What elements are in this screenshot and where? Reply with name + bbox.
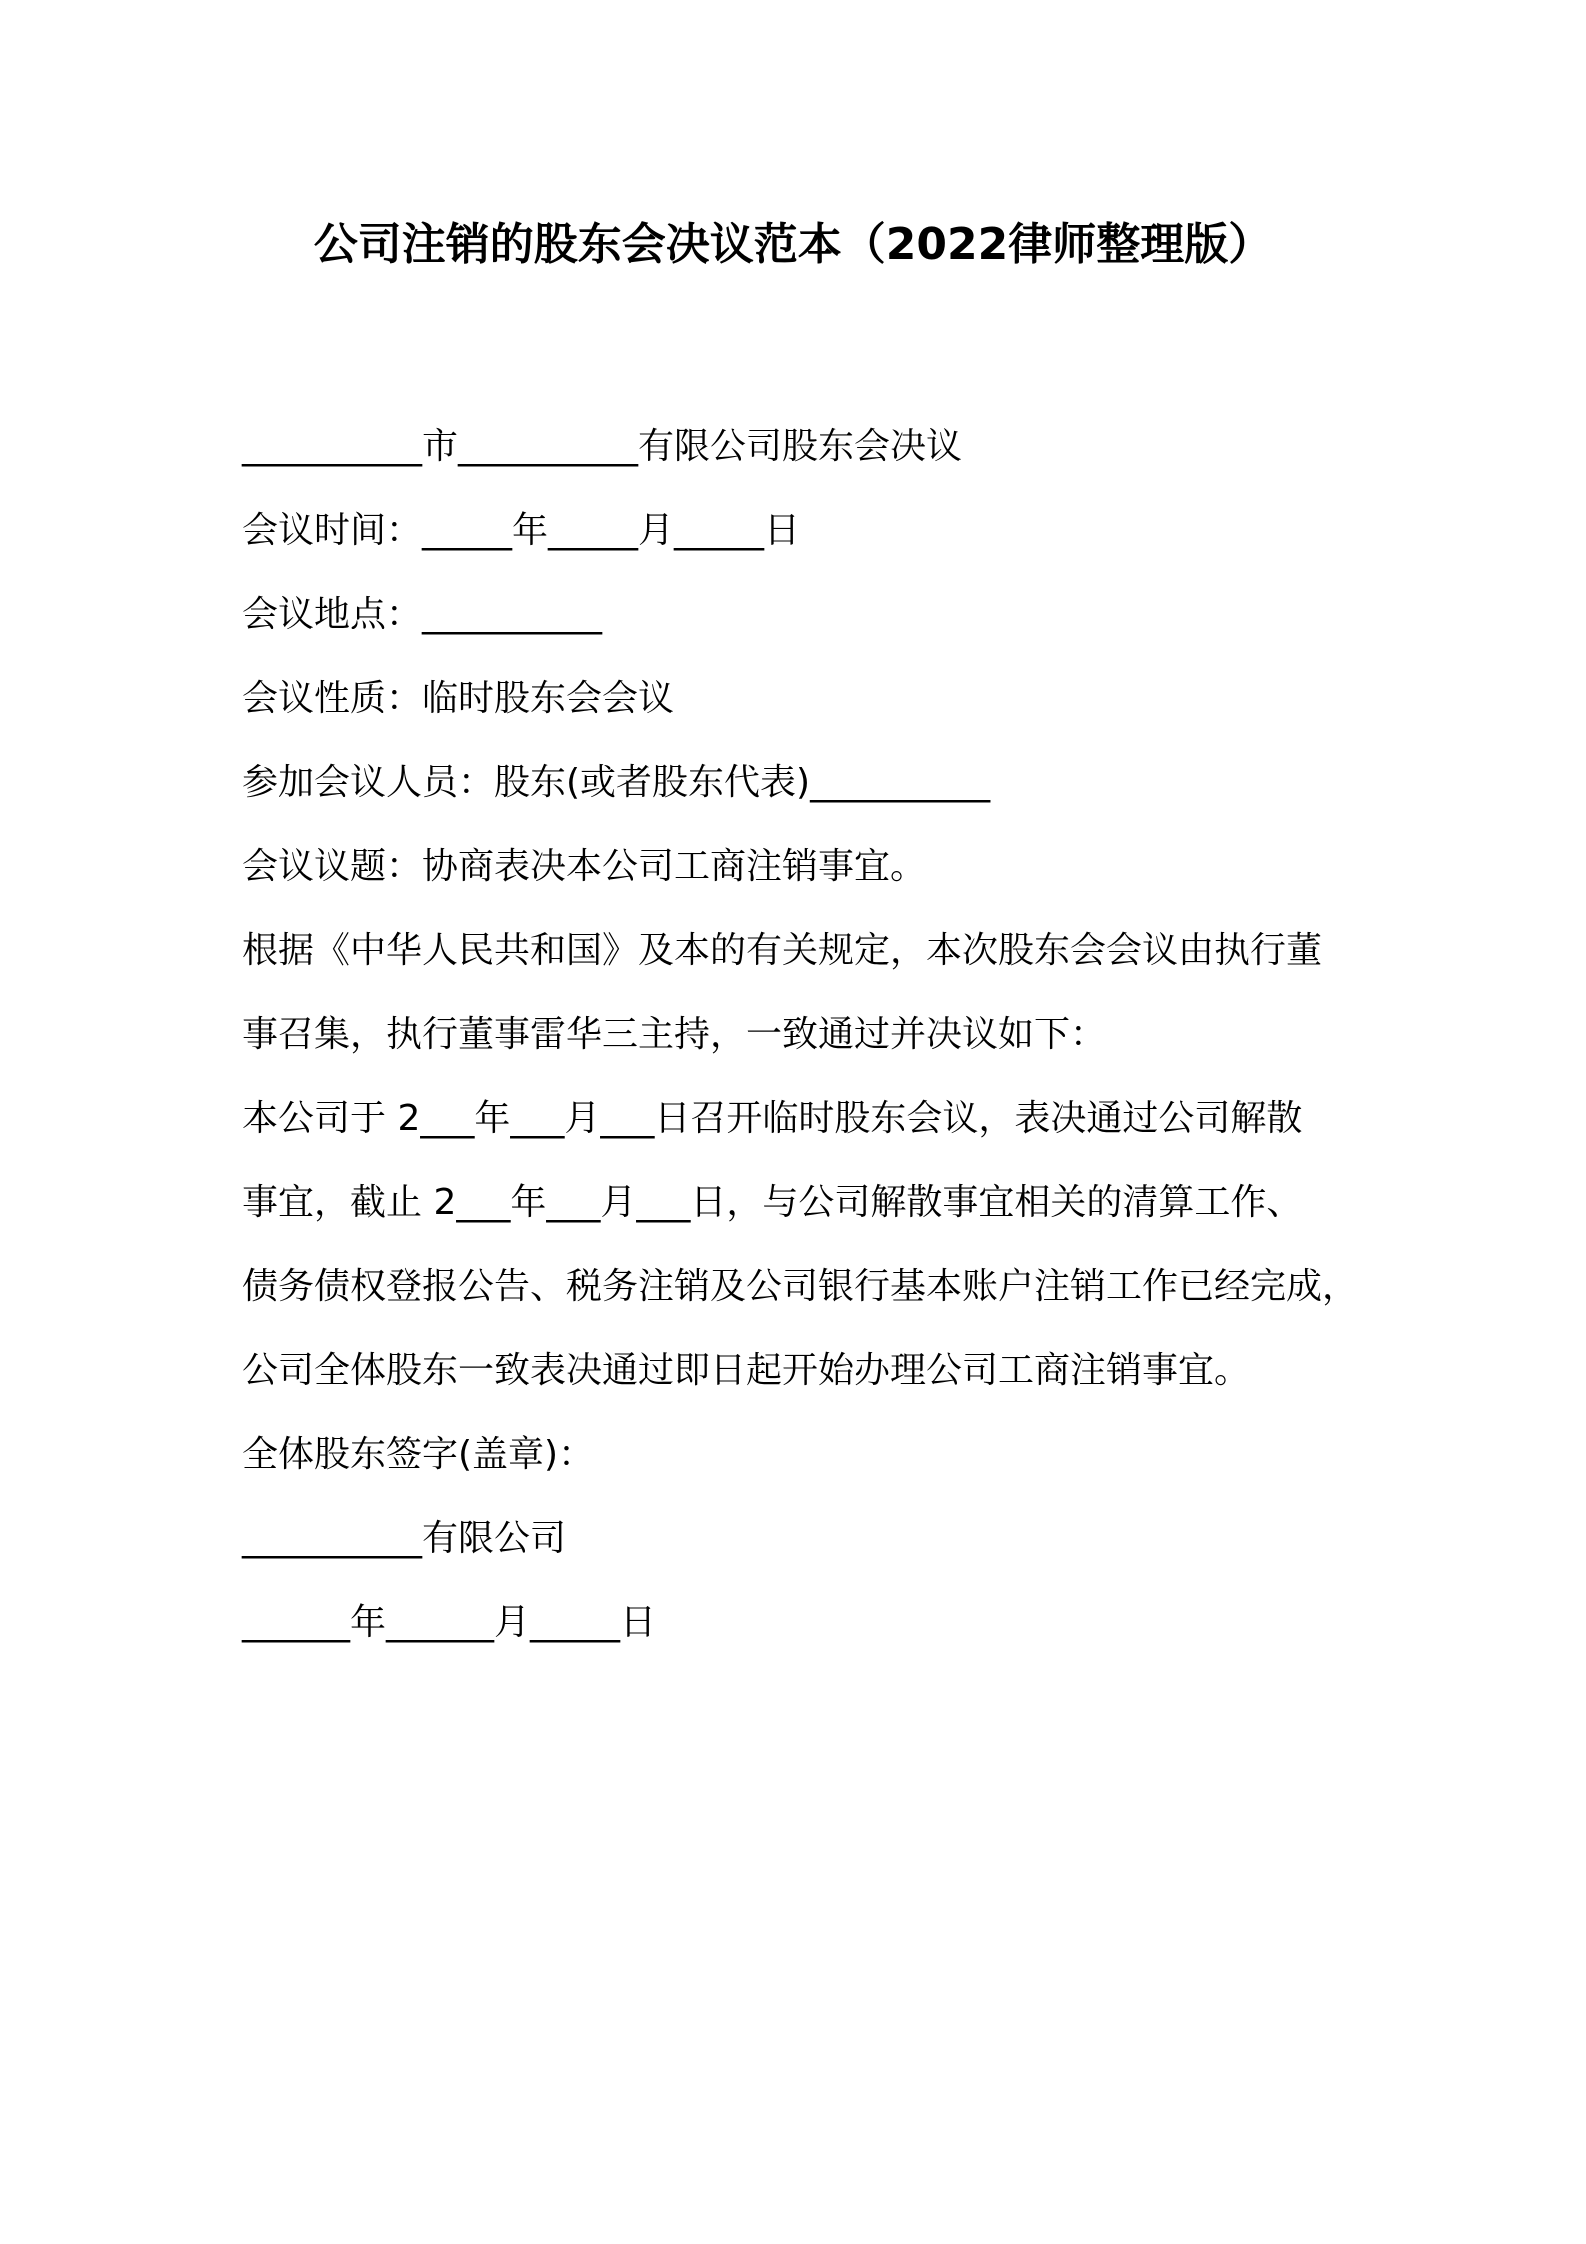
signature-date: ______年______月_____日 (242, 1602, 656, 1643)
resolution-heading: __________市__________有限公司股东会决议 (242, 426, 963, 467)
meeting-time: 会议时间：_____年_____月_____日 (242, 510, 801, 551)
paragraph-line: 事宜，截止 2___年___月___日，与公司解散事宜相关的清算工作、 (242, 1182, 1303, 1223)
signature-label: 全体股东签字(盖章)： (242, 1434, 595, 1475)
document-body (242, 405, 1382, 1665)
paragraph-line: 债务债权登报公告、税务注销及公司银行基本账户注销工作已经完成， (242, 1266, 1359, 1307)
meeting-location: 会议地点：__________ (242, 594, 603, 635)
paragraph-line: 本公司于 2___年___月___日召开临时股东会议，表决通过公司解散 (242, 1098, 1303, 1139)
signature-company: __________有限公司 (242, 1518, 567, 1559)
paragraph-line: 根据《中华人民共和国》及本的有关规定，本次股东会会议由执行董 (242, 930, 1323, 971)
paragraph-line: 事召集，执行董事雷华三主持，一致通过并决议如下： (242, 1014, 1107, 1055)
paragraph-line: 公司全体股东一致表决通过即日起开始办理公司工商注销事宜。 (242, 1350, 1251, 1391)
meeting-nature: 会议性质：临时股东会会议 (242, 678, 675, 719)
meeting-attendees: 参加会议人员：股东(或者股东代表)__________ (242, 762, 991, 803)
meeting-topic: 会议议题：协商表决本公司工商注销事宜。 (242, 846, 927, 887)
document-title: 公司注销的股东会决议范本（2022律师整理版） (313, 219, 1273, 270)
